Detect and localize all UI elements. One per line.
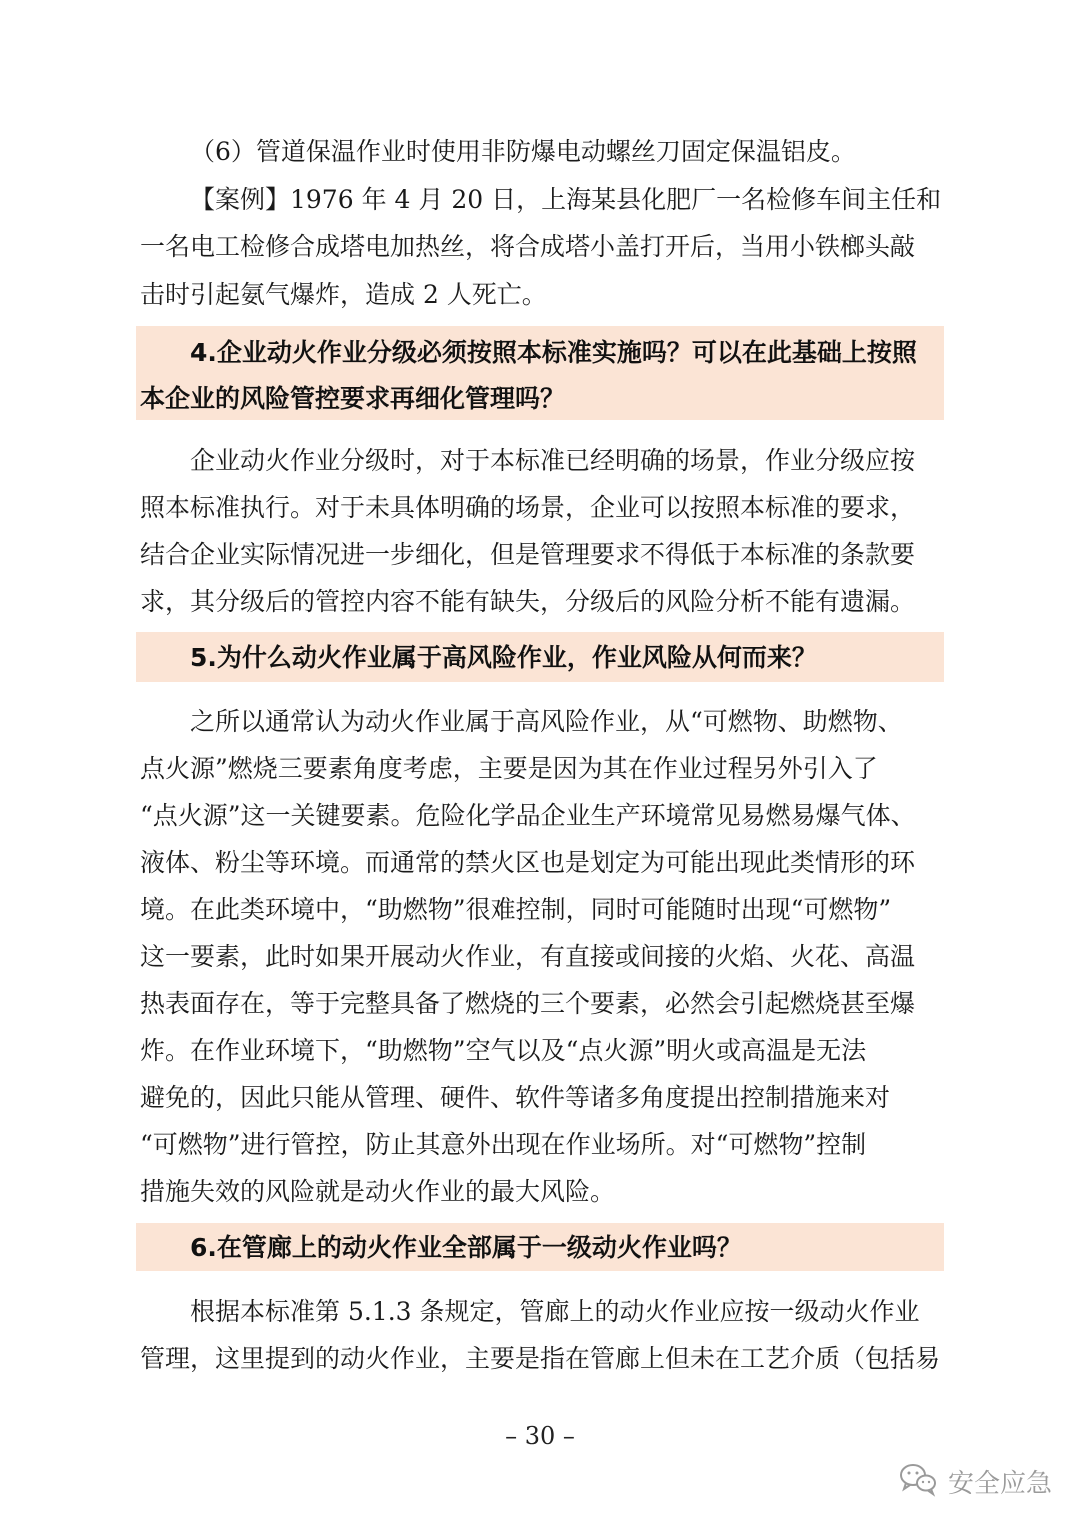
section-5-paragraph-line: 炸。在作业环境下，“助燃物”空气以及“点火源”明火或高温是无法: [140, 1036, 867, 1065]
section-6-paragraph-line: 管理，这里提到的动火作业，主要是指在管廊上但未在工艺介质（包括易: [140, 1344, 941, 1373]
section-5-paragraph-line: 避免的，因此只能从管理、硬件、软件等诸多角度提出控制措施来对: [140, 1083, 891, 1112]
wechat-icon: [898, 1461, 938, 1501]
section-4-paragraph-line: 求，其分级后的管控内容不能有缺失，分级后的风险分析不能有遗漏。: [140, 587, 916, 616]
section-5-heading: 5.为什么动火作业属于高风险作业，作业风险从何而来？: [190, 643, 817, 672]
section-6-heading: 6.在管廊上的动火作业全部属于一级动火作业吗？: [190, 1233, 742, 1262]
section-5-paragraph-line: 境。在此类环境中，“助燃物”很难控制，同时可能随时出现“可燃物”: [140, 895, 892, 924]
section-5-paragraph-line: “可燃物”进行管控，防止其意外出现在作业场所。对“可燃物”控制: [140, 1130, 867, 1159]
intro-item-6: （6）管道保温作业时使用非防爆电动螺丝刀固定保温铝皮。: [190, 137, 856, 166]
case-line: 击时引起氨气爆炸，造成 2 人死亡。: [140, 280, 547, 309]
section-5-paragraph-line: 措施失效的风险就是动火作业的最大风险。: [140, 1177, 616, 1206]
watermark: [898, 1458, 1052, 1504]
section-5-paragraph-line: 点火源”燃烧三要素角度考虑，主要是因为其在作业过程另外引入了: [140, 754, 878, 783]
section-5-paragraph-line: “点火源”这一关键要素。危险化学品企业生产环境常见易燃易爆气体、: [140, 801, 916, 830]
case-line: 一名电工检修合成塔电加热丝，将合成塔小盖打开后，当用小铁榔头敲: [140, 232, 916, 261]
section-5-paragraph-line: 液体、粉尘等环境。而通常的禁火区也是划定为可能出现此类情形的环: [140, 848, 916, 877]
section-4-heading: 4.企业动火作业分级必须按照本标准实施吗？可以在此基础上按照: [190, 338, 917, 367]
section-4-heading: 本企业的风险管控要求再细化管理吗？: [140, 384, 566, 413]
section-4-paragraph-line: 照本标准执行。对于未具体明确的场景，企业可以按照本标准的要求，: [140, 493, 916, 522]
section-5-paragraph-line: 热表面存在，等于完整具备了燃烧的三个要素，必然会引起燃烧甚至爆: [140, 989, 916, 1018]
section-4-paragraph-line: 企业动火作业分级时，对于本标准已经明确的场景，作业分级应按: [190, 446, 916, 475]
section-5-paragraph-line: 这一要素，此时如果开展动火作业，有直接或间接的火焰、火花、高温: [140, 942, 916, 971]
watermark-text: 安全应急: [948, 1468, 1053, 1499]
case-line: 【案例】1976 年 4 月 20 日，上海某县化肥厂一名检修车间主任和: [190, 185, 942, 214]
section-6-paragraph-line: 根据本标准第 5.1.3 条规定，管廊上的动火作业应按一级动火作业: [190, 1297, 920, 1326]
section-5-paragraph-line: 之所以通常认为动火作业属于高风险作业，从“可燃物、助燃物、: [190, 707, 903, 736]
section-4-paragraph-line: 结合企业实际情况进一步细化，但是管理要求不得低于本标准的条款要: [140, 540, 916, 569]
page-number: – 30 –: [505, 1422, 575, 1450]
